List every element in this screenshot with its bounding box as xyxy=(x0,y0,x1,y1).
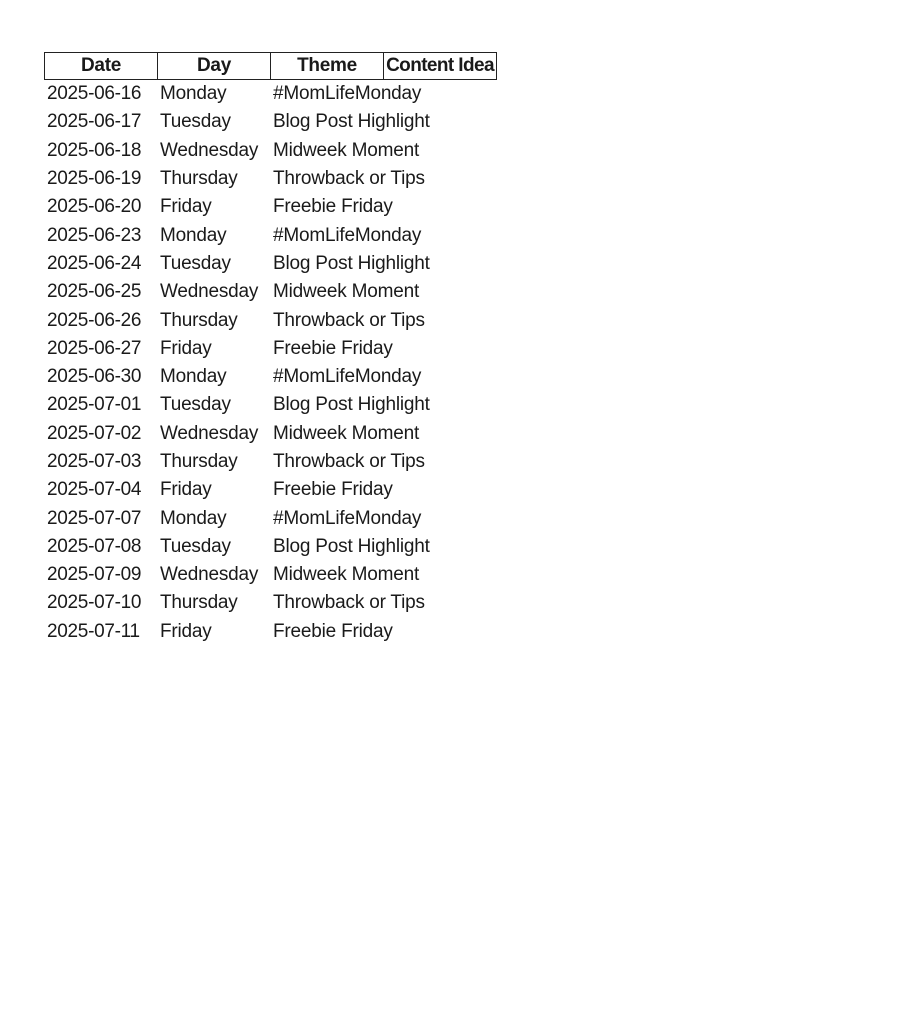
date-cell[interactable]: 2025-06-17 xyxy=(47,111,142,133)
table-row xyxy=(44,476,497,504)
table-row xyxy=(44,420,497,448)
table-row xyxy=(44,306,497,334)
date-cell[interactable]: 2025-06-26 xyxy=(47,309,142,331)
day-cell[interactable]: Friday xyxy=(160,620,212,642)
table-row xyxy=(44,335,497,363)
date-cell[interactable]: 2025-07-10 xyxy=(47,592,142,614)
table-row xyxy=(44,618,497,646)
column-header-day[interactable]: Day xyxy=(157,52,270,80)
theme-cell[interactable]: Midweek Moment xyxy=(273,422,420,444)
theme-cell[interactable]: Midweek Moment xyxy=(273,281,420,303)
theme-cell[interactable]: Freebie Friday xyxy=(273,337,393,359)
day-cell[interactable]: Friday xyxy=(160,479,212,501)
column-header-date[interactable]: Date xyxy=(44,52,157,80)
theme-cell[interactable]: Freebie Friday xyxy=(273,196,393,218)
theme-cell[interactable]: Throwback or Tips xyxy=(273,451,425,472)
date-cell[interactable]: 2025-06-25 xyxy=(47,281,142,303)
date-cell[interactable]: 2025-06-18 xyxy=(47,139,142,161)
theme-cell[interactable]: Midweek Moment xyxy=(273,564,420,586)
table-row xyxy=(44,589,497,617)
table-row xyxy=(44,165,497,193)
date-cell[interactable]: 2025-06-16 xyxy=(47,83,142,105)
theme-cell[interactable]: Midweek Moment xyxy=(273,139,420,161)
day-cell[interactable]: Thursday xyxy=(160,592,238,614)
date-cell[interactable]: 2025-06-30 xyxy=(47,366,142,388)
day-cell[interactable]: Thursday xyxy=(160,168,238,190)
date-cell[interactable]: 2025-07-09 xyxy=(47,564,142,586)
day-cell[interactable]: Friday xyxy=(160,196,212,218)
theme-cell[interactable]: Throwback or Tips xyxy=(273,168,425,190)
day-cell[interactable]: Tuesday xyxy=(160,394,231,416)
theme-cell[interactable]: Throwback or Tips xyxy=(273,309,425,331)
date-cell[interactable]: 2025-06-19 xyxy=(47,168,142,190)
table-row xyxy=(44,448,497,476)
day-cell[interactable]: Wednesday xyxy=(160,564,259,586)
table-row xyxy=(44,108,497,136)
day-cell[interactable]: Thursday xyxy=(160,309,238,331)
table-body xyxy=(44,80,497,646)
date-cell[interactable]: 2025-06-20 xyxy=(47,196,142,218)
table-row xyxy=(44,363,497,391)
theme-cell[interactable]: #MomLifeMonday xyxy=(273,224,422,246)
table-row xyxy=(44,278,497,306)
day-cell[interactable]: Tuesday xyxy=(160,111,231,133)
theme-cell[interactable]: Blog Post Highlight xyxy=(273,252,430,274)
day-cell[interactable]: Thursday xyxy=(160,451,238,472)
theme-cell[interactable]: #MomLifeMonday xyxy=(273,83,422,105)
column-header-theme[interactable]: Theme xyxy=(270,52,383,80)
theme-cell[interactable]: Blog Post Highlight xyxy=(273,535,430,557)
date-cell[interactable]: 2025-06-27 xyxy=(47,337,142,359)
table-row xyxy=(44,391,497,419)
theme-cell[interactable]: #MomLifeMonday xyxy=(273,507,422,529)
table-row xyxy=(44,250,497,278)
table-row xyxy=(44,221,497,249)
table-row xyxy=(44,193,497,221)
day-cell[interactable]: Wednesday xyxy=(160,422,259,444)
date-cell[interactable]: 2025-06-23 xyxy=(47,224,142,246)
day-cell[interactable]: Tuesday xyxy=(160,252,231,274)
table-row xyxy=(44,561,497,589)
table-row xyxy=(44,137,497,165)
theme-cell[interactable]: Freebie Friday xyxy=(273,479,393,501)
table-row xyxy=(44,504,497,532)
day-cell[interactable]: Monday xyxy=(160,366,227,388)
theme-cell[interactable]: Blog Post Highlight xyxy=(273,111,430,133)
day-cell[interactable]: Tuesday xyxy=(160,535,231,557)
day-cell[interactable]: Monday xyxy=(160,507,227,529)
date-cell[interactable]: 2025-07-01 xyxy=(47,394,142,416)
date-cell[interactable]: 2025-07-02 xyxy=(47,422,142,444)
date-cell[interactable]: 2025-07-03 xyxy=(47,451,142,472)
theme-cell[interactable]: Blog Post Highlight xyxy=(273,394,430,416)
date-cell[interactable]: 2025-07-08 xyxy=(47,535,142,557)
date-cell[interactable]: 2025-07-11 xyxy=(47,620,140,642)
date-cell[interactable]: 2025-07-04 xyxy=(47,479,142,501)
day-cell[interactable]: Monday xyxy=(160,224,227,246)
date-cell[interactable]: 2025-06-24 xyxy=(47,252,142,274)
day-cell[interactable]: Wednesday xyxy=(160,281,259,303)
table-row xyxy=(44,533,497,561)
day-cell[interactable]: Monday xyxy=(160,83,227,105)
theme-cell[interactable]: Throwback or Tips xyxy=(273,592,425,614)
date-cell[interactable]: 2025-07-07 xyxy=(47,507,142,529)
column-header-content-idea[interactable]: Content Idea xyxy=(383,52,497,80)
theme-cell[interactable]: #MomLifeMonday xyxy=(273,366,422,388)
table-header-row xyxy=(44,52,497,80)
table-row xyxy=(44,80,497,108)
theme-cell[interactable]: Freebie Friday xyxy=(273,620,393,642)
day-cell[interactable]: Wednesday xyxy=(160,139,259,161)
day-cell[interactable]: Friday xyxy=(160,337,212,359)
content-calendar-table xyxy=(44,52,497,646)
